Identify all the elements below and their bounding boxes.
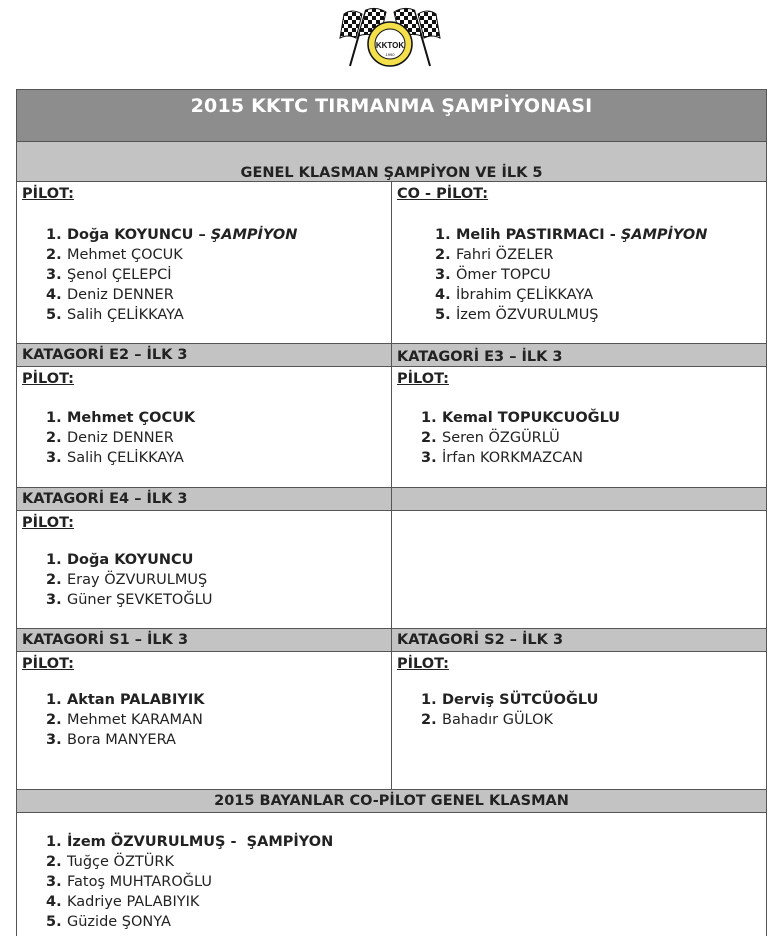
e2-header: KATAGORİ E2 – İLK 3: [22, 347, 188, 363]
e3-cell: [391, 367, 766, 487]
list-item: 3. İrfan KORKMAZCAN: [421, 450, 583, 466]
list-item: 1. Aktan PALABIYIK: [46, 692, 205, 708]
list-item: 4. İbrahim ÇELİKKAYA: [435, 287, 594, 303]
list-item: 4. Deniz DENNER: [46, 287, 174, 303]
list-item: 1. Mehmet ÇOCUK: [46, 410, 196, 426]
page-title: 2015 KKTC TIRMANMA ŞAMPİYONASI: [190, 94, 593, 117]
empty-cell: [391, 511, 766, 628]
genel-pilot-list: [46, 225, 297, 325]
list-item: 3. Güner ŞEVKETOĞLU: [46, 592, 213, 608]
list-item: 4. Kadriye PALABIYIK: [46, 894, 200, 910]
s1-list: [46, 690, 205, 750]
bayanlar-list: [46, 832, 333, 932]
list-item: 2. Deniz DENNER: [46, 430, 174, 446]
s2-list: [421, 690, 598, 730]
s1-s2-row: [17, 651, 766, 789]
s1-cell: [17, 652, 391, 789]
list-item: 2. Bahadır GÜLOK: [421, 712, 554, 728]
list-item: 1. Kemal TOPUKCUOĞLU: [421, 410, 621, 426]
champion-label: ŞAMPİYON: [210, 227, 298, 243]
bayanlar-row: [17, 812, 766, 936]
list-item: 3. Ömer TOPCU: [435, 267, 551, 283]
pilot-label: PİLOT:: [397, 371, 449, 387]
list-item: 1. Melih PASTIRMACI - ŞAMPİYON: [435, 227, 708, 243]
e4-cell: [17, 511, 391, 628]
s2-cell: [391, 652, 766, 789]
genel-header: [17, 141, 766, 181]
e4-row: [17, 510, 766, 628]
genel-copilot-list: [435, 225, 707, 325]
list-item: 2. Seren ÖZGÜRLÜ: [421, 430, 560, 446]
pilot-label: PİLOT:: [22, 515, 74, 531]
logo-year: 1990: [385, 52, 395, 57]
e3-list: [421, 408, 620, 468]
logo-text: KKTOK: [375, 41, 405, 50]
e3-header: KATAGORİ E3 – İLK 3: [391, 344, 766, 366]
title-bar: [17, 90, 766, 141]
s1-s2-header: [17, 628, 766, 651]
e2-e3-header: [17, 343, 766, 366]
list-item: 2. Fahri ÖZELER: [435, 247, 554, 263]
list-item: 3. Fatoş MUHTAROĞLU: [46, 874, 212, 890]
list-item: 1. İzem ÖZVURULMUŞ - ŞAMPİYON: [46, 834, 334, 850]
list-item: 3. Salih ÇELİKKAYA: [46, 450, 184, 466]
e2-cell: [17, 367, 391, 487]
kktok-logo: [336, 4, 444, 70]
s1-header: KATAGORİ S1 – İLK 3: [22, 632, 189, 648]
list-item: 3. Şenol ÇELEPCİ: [46, 267, 172, 283]
list-item: 2. Eray ÖZVURULMUŞ: [46, 572, 208, 588]
empty-header: [391, 488, 766, 510]
pilot-label: PİLOT:: [22, 656, 74, 672]
e2-e3-row: [17, 366, 766, 487]
list-item: 3. Bora MANYERA: [46, 732, 176, 748]
genel-header-text: GENEL KLASMAN ŞAMPİYON VE İLK 5: [240, 165, 543, 181]
genel-row: [17, 181, 766, 343]
results-table: [16, 89, 767, 936]
list-item: 1. Doğa KOYUNCU – ŞAMPİYON: [46, 227, 298, 243]
e4-list: [46, 550, 213, 610]
e2-list: [46, 408, 195, 468]
genel-pilot-cell: [17, 182, 391, 343]
champion-label: ŞAMPİYON: [620, 227, 708, 243]
bayanlar-header-text: 2015 BAYANLAR CO-PİLOT GENEL KLASMAN: [214, 793, 569, 809]
copilot-label: CO - PİLOT:: [397, 186, 489, 202]
list-item: 2. Mehmet KARAMAN: [46, 712, 203, 728]
pilot-label: PİLOT:: [22, 371, 74, 387]
pilot-label: PİLOT:: [397, 656, 449, 672]
list-item: 1. Doğa KOYUNCU: [46, 552, 194, 568]
pilot-label: PİLOT:: [22, 186, 74, 202]
e4-header-row: [17, 487, 766, 510]
s2-header: KATAGORİ S2 – İLK 3: [391, 629, 766, 651]
champion-label: ŞAMPİYON: [246, 834, 334, 850]
list-item: 1. Derviş SÜTCÜOĞLU: [421, 692, 599, 708]
genel-copilot-cell: [391, 182, 766, 343]
list-item: 2. Mehmet ÇOCUK: [46, 247, 183, 263]
bayanlar-cell: [17, 813, 766, 936]
e4-header: KATAGORİ E4 – İLK 3: [22, 491, 188, 507]
bayanlar-header: [17, 789, 766, 812]
list-item: 5. İzem ÖZVURULMUŞ: [435, 307, 599, 323]
list-item: 5. Güzide ŞONYA: [46, 914, 171, 930]
list-item: 5. Salih ÇELİKKAYA: [46, 307, 184, 323]
list-item: 2. Tuğçe ÖZTÜRK: [46, 854, 174, 870]
